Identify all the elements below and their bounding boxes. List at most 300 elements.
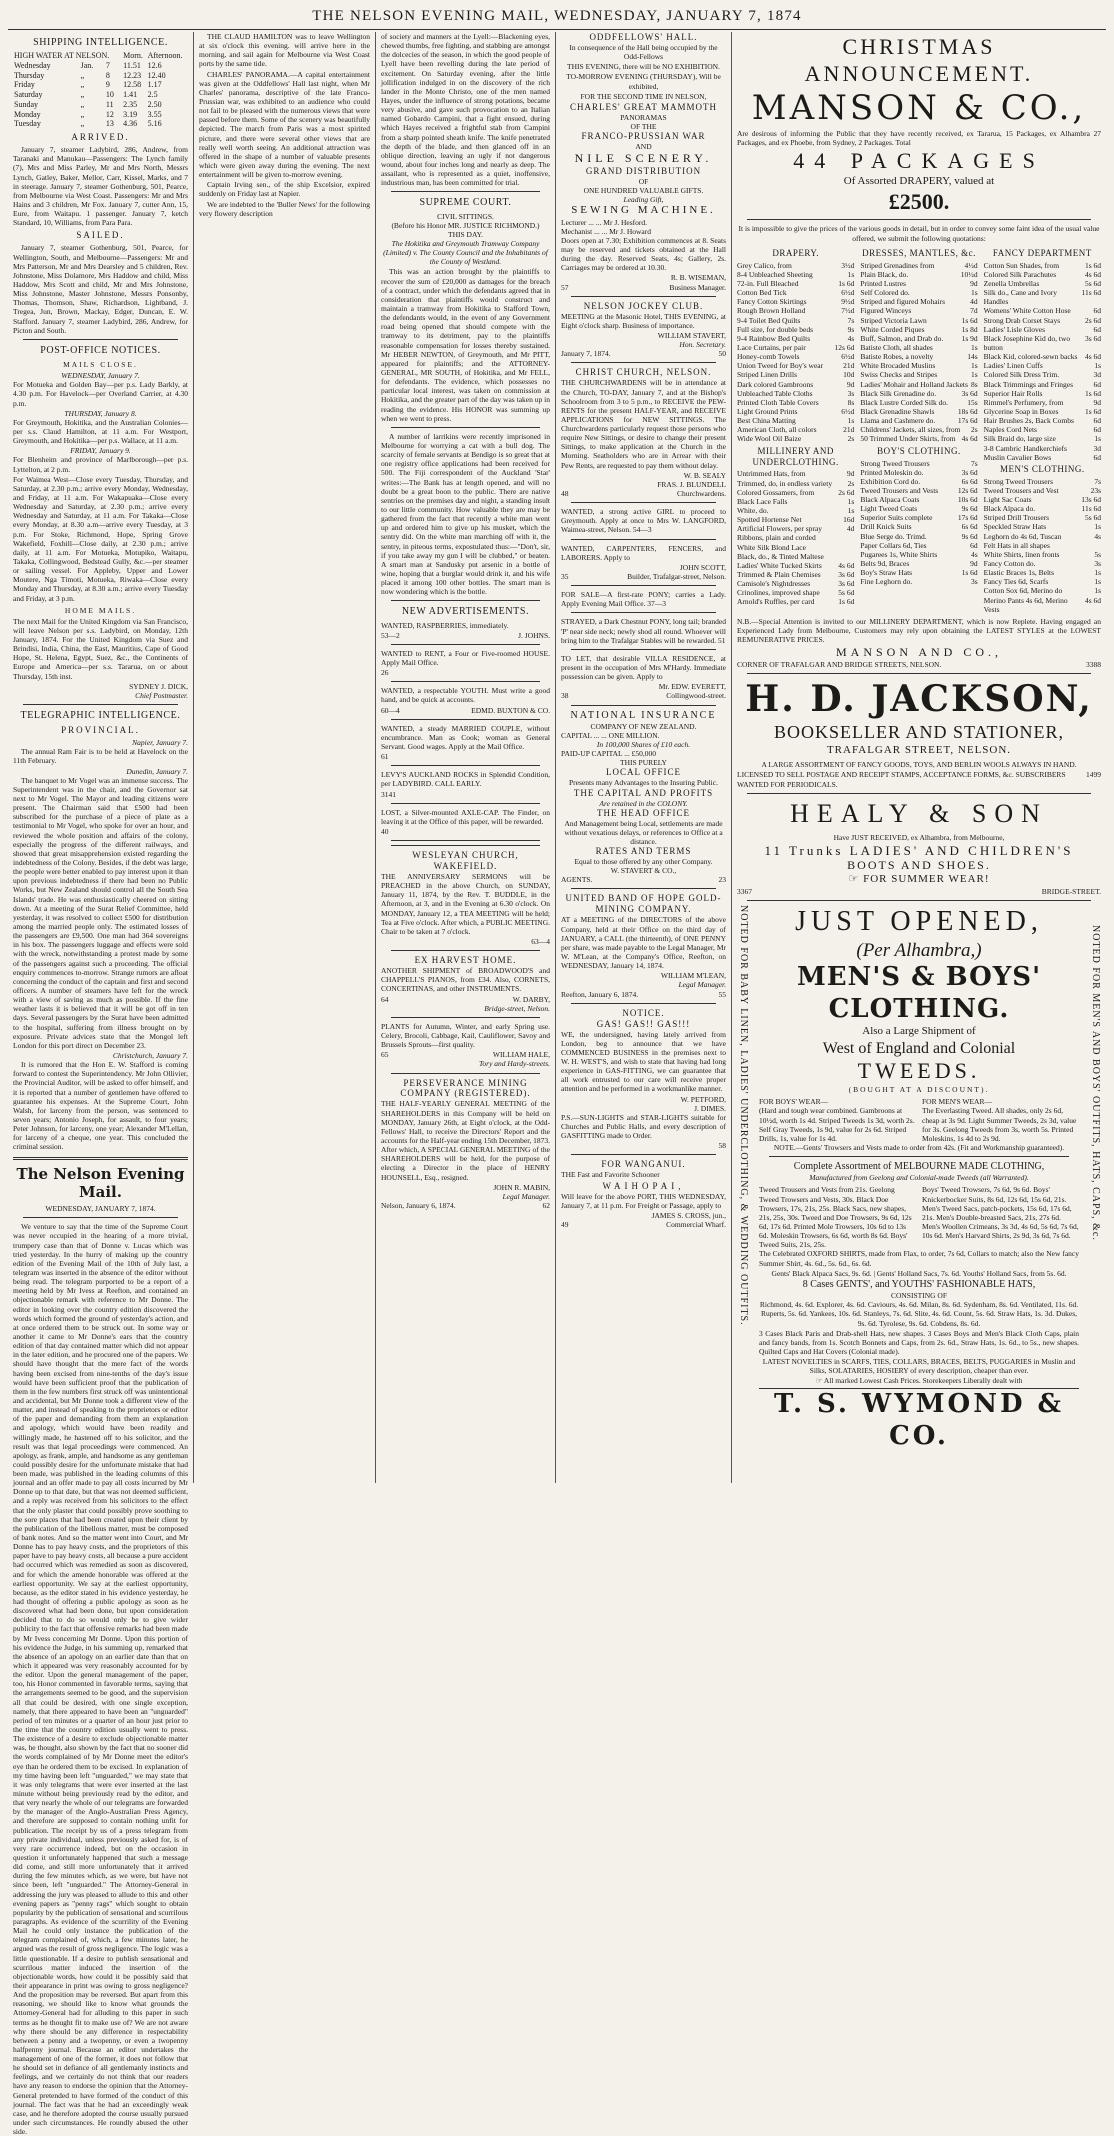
girl-ad: WANTED, a strong active GIRL to proceed to Greymouth. Apply at once to Mrs W. LANGFORD, Waimea-street, Nelson. 54—3 bbox=[561, 507, 726, 535]
price-item: Colored Gossamers, from bbox=[737, 487, 815, 497]
price-row bbox=[984, 398, 1101, 407]
court-text: This was an action brought by the plaintiffs to recover the sum of £20,000 as damages for the breach of a contract, under which the defendants agreed that in consideration that plaintiffs would construct and maintain a tramway from Hokitika to Stafford Town, the defendants would, in the event of any Government road being opened that should compete with the tramway to its detriment, pay to the plaintiffs reasonable compensation for losses thereby sustained. Mr HEBER NEWTON, of Greymouth, and Mr PITT, appeared for plaintiffs; and the ATTORNEY-GENERAL, MR SOUTH, of Hokitika, and Mr FELL, for defendants. The evidence, which possesses no particular local interest, was taken on commission at Hokitika, and the greater part of the day was taken up in reading the evidence. His HONOR was summing up when we went to press. bbox=[381, 267, 550, 423]
national-purely: THIS PURELY bbox=[620, 758, 667, 768]
price-item: Glycerine Soap in Boxes bbox=[983, 406, 1059, 416]
price-item: Printed Moleskin do. bbox=[860, 467, 924, 477]
classified-ad-footer bbox=[381, 790, 550, 799]
tide-cell: 7 bbox=[105, 60, 110, 70]
jackson-num: 1499 bbox=[1086, 770, 1101, 780]
oddfellows-and: AND bbox=[635, 142, 652, 152]
divider bbox=[571, 1003, 716, 1004]
national-role-row bbox=[561, 875, 726, 884]
tide-header bbox=[13, 51, 188, 61]
alpaca-text: Gents' Black Alpaca Sacs, 9s. 6d. | Gents' Holland Sacs, 7s. 6d. Youths' Holland Sacs, from 5s. 6d. bbox=[771, 1268, 1067, 1278]
just-opened: JUST OPENED, bbox=[795, 905, 1043, 937]
perseverance-text: THE HALF-YEARLY GENERAL MEETING of the SHAREHOLDERS in this Company will be held on MONDAY, January 26th, at Eight o'clock, at the Odd-Fellows' Hall, to receive the Directors' Report and the accounts for the Half-year ending 15th December, 1873. After which, A SPECIAL GENERAL MEETING of the SHAREHOLDERS will be held, for the purpose of electing a Director in the place of HENRY HOUNSELL, Esq., resigned. bbox=[381, 1099, 551, 1182]
divider bbox=[571, 296, 716, 297]
price-row bbox=[737, 570, 854, 579]
classified-ad bbox=[381, 649, 550, 682]
price-item: Black, do., & Tinted Maltese bbox=[737, 551, 824, 561]
note-text: NOTE.—Gents' Trowsers and Vests made to order from 42s. (Fit and Workmanship guaranteed). bbox=[773, 1143, 1065, 1153]
divider bbox=[391, 765, 540, 766]
price-row bbox=[860, 398, 977, 407]
masthead-title: THE NELSON EVENING MAIL, WEDNESDAY, JANUARY 7, 1874 bbox=[312, 8, 802, 25]
price-row bbox=[860, 361, 977, 370]
tide-row bbox=[13, 90, 188, 100]
classified-ad-footer bbox=[381, 706, 550, 715]
price-value: 1s 8d bbox=[961, 324, 978, 334]
price-value: 1s bbox=[847, 416, 855, 426]
price-value: 4d bbox=[970, 297, 978, 307]
price-value: 11s 6d bbox=[1081, 288, 1101, 298]
price-item: Superior Hair Rolls bbox=[983, 388, 1043, 398]
price-value: 3s 6d bbox=[838, 579, 855, 589]
price-value: 9d bbox=[970, 279, 978, 288]
wanganui-sig: JAMES S. CROSS, jun., bbox=[651, 1210, 726, 1220]
wesleyan-text: THE ANNIVERSARY SERMONS will be PREACHED in the above Church, on SUNDAY, January 11, 1874, by the Rev. T. BUDDLE, in the Afternoon, at 3, and in the Evening at 6.30 o'clock. On MONDAY, January 12, a TEA MEETING will be held; Tea at Five o'clock. After which, a PUBLIC MEETING. Chair to be taken at 7 o'clock. bbox=[381, 872, 550, 936]
divider bbox=[391, 681, 540, 682]
price-value: 12s 6d bbox=[957, 485, 978, 495]
jackson-text-2: LICENSED TO SELL POSTAGE AND RECEIPT STAMPS, ACCEPTANCE FORMS, &c. SUBSCRIBERS WANTED FOR PERIODICALS. bbox=[737, 770, 1066, 789]
christ-num: 48 bbox=[561, 489, 569, 499]
classified-ad-footer bbox=[381, 752, 550, 761]
tide-header-morn: Morn. bbox=[123, 51, 143, 61]
price-row bbox=[737, 316, 854, 325]
price-item: Plain Black, do. bbox=[860, 269, 909, 279]
price-value: 7d bbox=[970, 306, 978, 316]
price-value: 6d bbox=[1093, 452, 1101, 462]
national-adv: Presents many Advantages to the Insuring Public. bbox=[569, 778, 718, 788]
notice-title: NOTICE. bbox=[622, 1007, 665, 1018]
national-cap2: THE CAPITAL AND PROFITS bbox=[573, 787, 714, 798]
pony-ad: FOR SALE—A first-rate PONY; carries a Lady. Apply Evening Mail Office. 37—3 bbox=[561, 590, 726, 609]
price-value: 3½d bbox=[841, 260, 855, 270]
price-item: Untrimmed Hats, from bbox=[737, 469, 806, 479]
price-value: 10½d bbox=[960, 269, 978, 279]
gas-title: GAS! GAS!! GAS!!! bbox=[596, 1018, 691, 1029]
gas-sig-1: W. PETFORD, bbox=[680, 1094, 726, 1104]
price-item: Leghorn do 4s 6d, Tuscan bbox=[983, 531, 1062, 541]
home-mails-text: The next Mail for the United Kingdom via San Francisco, will leave Nelson per s.s. Ladybird, on Monday, 12th January, 1874. For the United Kingdom via Suez and Brindisi, India, China, the East, Mauritius, Cape of Good Hope, St. Helena, Egypt, Suez, &c., the Continents of Europe and America—per s.s. Tararua, on or about Thursday, 15th inst. bbox=[13, 616, 188, 681]
price-item: Union Tweed for Boy's wear bbox=[737, 361, 824, 371]
price-row bbox=[737, 469, 854, 478]
price-item: Tweed Trousers and Vests bbox=[860, 485, 939, 495]
clothing-columns bbox=[759, 1185, 1079, 1249]
carpenters-sig: JOHN SCOTT, bbox=[679, 562, 726, 572]
healy-summer: FOR SUMMER WEAR! bbox=[863, 873, 990, 886]
oddfellows-grand: GRAND DISTRIBUTION bbox=[585, 165, 702, 176]
price-item: Buff, Salmon, and Drab do. bbox=[860, 333, 944, 343]
price-item: Strong Tweed Trousers bbox=[983, 476, 1053, 486]
price-value: 8s bbox=[970, 379, 978, 389]
price-item: Figured Winceys bbox=[860, 306, 912, 316]
carpenters-addr-row bbox=[561, 572, 726, 581]
price-row bbox=[737, 389, 854, 398]
tide-row bbox=[13, 100, 188, 110]
price-item: Crinolines, improved shape bbox=[737, 588, 820, 598]
price-value: 6½d bbox=[841, 352, 855, 362]
divider bbox=[391, 845, 540, 846]
column-4 bbox=[556, 32, 732, 1483]
price-item: Striped and figured Mohairs bbox=[860, 297, 946, 307]
price-value: 11s 6d bbox=[1081, 504, 1101, 514]
wesleyan-num: 63—4 bbox=[531, 936, 550, 946]
healy-street: BRIDGE-STREET. bbox=[1041, 886, 1101, 896]
price-value: 3s 6d bbox=[961, 388, 978, 398]
price-row bbox=[984, 522, 1101, 531]
boys-clothing-title: BOY'S CLOTHING. bbox=[877, 445, 961, 456]
price-item: Belts 9d, Braces bbox=[860, 559, 910, 569]
millinery-list bbox=[737, 469, 854, 606]
tide-cell: 12.58 bbox=[123, 80, 142, 90]
classified-ad-footer bbox=[381, 827, 550, 836]
masthead bbox=[8, 4, 1106, 30]
divider bbox=[391, 1073, 540, 1074]
price-item: Tweed Trousers and Vest bbox=[983, 485, 1059, 495]
price-item: Light Sac Coats bbox=[983, 495, 1032, 505]
price-item: Blue Serge do. Trimd. bbox=[860, 531, 927, 541]
jackson-text2-row bbox=[737, 770, 1101, 788]
villa-addr-row bbox=[561, 691, 726, 700]
wanganui-title: FOR WANGANUI. bbox=[601, 1159, 686, 1170]
divider bbox=[391, 1017, 540, 1018]
price-item: Childrens' Jackets, all sizes, from bbox=[860, 425, 961, 435]
price-item: Exhibition Cord do. bbox=[860, 476, 921, 486]
price-item: Black Alpaca do. bbox=[983, 504, 1036, 514]
perseverance-sig: JOHN R. MABIN, bbox=[493, 1182, 550, 1192]
price-item: Silk Braid do, large size bbox=[983, 434, 1056, 444]
price-item: Best China Matting bbox=[737, 416, 796, 426]
price-row bbox=[860, 468, 977, 477]
band-of-hope-date: Reefton, January 6, 1874. bbox=[561, 989, 639, 999]
price-item: Camisole's Nightdresses bbox=[737, 579, 811, 589]
tide-cell: 2.50 bbox=[147, 99, 162, 109]
oddfellows-mech: Mechanist ... ... Mr J. Howard bbox=[561, 226, 651, 236]
price-item: Dark colored Gambroons bbox=[737, 379, 814, 389]
price-value: 7s bbox=[1094, 476, 1101, 486]
claud-hamilton-text: THE CLAUD HAMILTON was to leave Wellington at six o'clock this evening. will arrive here in the morning, and sail again for Melbourne via West Coast ports by the same tide. bbox=[199, 32, 370, 69]
price-row bbox=[984, 513, 1101, 522]
national-rates: RATES AND TERMS bbox=[595, 846, 692, 857]
price-item: Muslin Cavalier Bows bbox=[983, 452, 1052, 462]
price-value: 1s bbox=[970, 288, 978, 298]
tide-cell: 2.5 bbox=[147, 90, 158, 100]
price-value: 1s bbox=[847, 506, 855, 516]
price-row bbox=[860, 434, 977, 443]
price-item: Naples Cord Nets bbox=[983, 425, 1037, 435]
price-row bbox=[737, 416, 854, 425]
price-row bbox=[737, 588, 854, 597]
price-row bbox=[860, 389, 977, 398]
plants-text: PLANTS for Autumn, Winter, and early Spring use. Celery, Brocoli, Cabbage, Kail, Cauliflower, Savoy and Brussels Sprouts—first quality. bbox=[381, 1021, 550, 1050]
tide-cell: 12.23 bbox=[123, 70, 142, 80]
postmaster-name: SYDNEY J. DICK, bbox=[129, 681, 188, 691]
jockey-title: NELSON JOCKEY CLUB. bbox=[583, 300, 704, 311]
price-item: Ladies' White Tucked Skirts bbox=[737, 560, 822, 570]
price-row bbox=[860, 380, 977, 389]
price-value: 2s 6d bbox=[1084, 315, 1101, 325]
classified-ad-text: LOST, a Silver-mounted AXLE-CAP. The Finder, on leaving it at the Office of this paper, will be rewarded. bbox=[381, 807, 550, 826]
new-advertisements-title: NEW ADVERTISEMENTS. bbox=[401, 606, 530, 618]
column-3 bbox=[376, 32, 556, 1483]
price-item: Honey-comb Towels bbox=[737, 352, 800, 362]
court-case: The Hokitika and Greymouth Tramway Company (Limited) v. The County Council and the Inhabitants of the County of Westland. bbox=[383, 239, 548, 267]
price-item: Light Tweed Coats bbox=[860, 504, 918, 514]
home-mails-title: HOME MAILS. bbox=[64, 605, 137, 615]
oddfellows-num: 57 bbox=[561, 282, 569, 292]
price-row bbox=[984, 380, 1101, 389]
price-row bbox=[984, 550, 1101, 559]
price-item: Striped Grenadines from bbox=[860, 260, 935, 270]
price-item: Trimmed, do, in endless variety bbox=[737, 478, 833, 488]
price-row bbox=[984, 407, 1101, 416]
price-value: 5s 6d bbox=[1084, 513, 1101, 523]
classified-ad bbox=[381, 686, 550, 719]
side-text-left: NOTED FOR BABY LINEN, LADIES' UNDERCLOTHING, & WEDDING OUTFITS. bbox=[738, 904, 750, 1326]
price-value: 3s 6d bbox=[838, 570, 855, 580]
band-of-hope-text: AT a MEETING of the DIRECTORS of the above Company, held at their Office on the third day of JANUARY, a CALL (the thirteenth), of ONE PENNY per share, was made payable to the Legal Manager, Mr W. M'Lean, at the Company's Office, Reefton, on WEDNESDAY, January 14, 1874. bbox=[561, 915, 726, 971]
price-row bbox=[860, 568, 977, 577]
price-row bbox=[860, 270, 977, 279]
arrived-text: January 7, steamer Ladybird, 286, Andrew, from Taranaki and Manukau—Passengers: The Lynch family (7), Mrs and Miss Parley, Mr and Mrs North, Messrs Lynch, Gatley, Baker, Mellor, Carr, Kissel, Marks, and 7 in steerage. January 7, steamer Gothenburg, 501, Pearce, from Melbourne via West Coast. Passengers: Mr and Mrs Hains and 3 children, Mr Fox. January 7, cutter Ann, 15, Eure, from Waitapu. 1 passenger. January 7, ketch Standard, 10, Williams, from Para Para. bbox=[13, 145, 188, 228]
tel-place-2: Dunedin, January 7. bbox=[126, 766, 188, 776]
tel-text-3: It is rumored that the Hon E. W. Stafford is coming forward to contest the Superintendency. Mr John Ollivier, the Provincial Auditor, will be asked to offer himself, and it is reported that a number of gentlemen have offered to guarantee his expenses. At the Supreme Court, John Walsh, for larceny from the person, was sentenced to seven years; Antonio Joseph, for assault, to four years; Peter Johnson, for larceny, one year; Alexander M'Lellan, for larceny of a cheque, one year. This concluded the criminal session. bbox=[13, 1060, 188, 1152]
divider bbox=[391, 427, 540, 428]
price-row bbox=[860, 407, 977, 416]
tide-header-label: HIGH WATER AT NELSON. bbox=[14, 51, 110, 61]
price-item: Silk do., Cane and Ivory Handles bbox=[983, 288, 1057, 307]
oddfellows-war: FRANCO-PRUSSIAN WAR bbox=[581, 131, 706, 142]
price-value: 1s bbox=[1094, 522, 1101, 532]
tel-place-1: Napier, January 7. bbox=[132, 738, 188, 748]
drapery-title: DRAPERY. bbox=[772, 247, 819, 258]
price-item: Black Trimmings and Fringes bbox=[983, 379, 1074, 389]
price-value: 17s 6d bbox=[957, 416, 978, 426]
price-value: 3s bbox=[970, 577, 978, 587]
price-row bbox=[860, 334, 977, 343]
price-item: Spotted Hortense Net bbox=[737, 515, 802, 525]
gas-sig-2: J. DIMES. bbox=[694, 1103, 726, 1113]
price-row bbox=[984, 352, 1101, 361]
price-item: Light Ground Prints bbox=[737, 406, 798, 416]
tide-header-aft: Afternoon. bbox=[147, 51, 183, 61]
band-of-hope-sig: WILLIAM M'LEAN, bbox=[660, 971, 726, 981]
price-item: Llama and Cashmere do. bbox=[860, 416, 936, 426]
jockey-text: MEETING at the Masonic Hotel, THIS EVENING, at Eight o'clock sharp. Business of importance. bbox=[561, 311, 726, 330]
wear-columns bbox=[759, 1097, 1079, 1143]
price-item: White Corded Piques bbox=[860, 324, 925, 334]
gas-ps: P.S.—SUN-LIGHTS and STAR-LIGHTS suitable for Churches and Public Halls, and every description of GASFITTING made to Order. bbox=[561, 1112, 726, 1141]
price-value: 1s bbox=[1094, 577, 1101, 587]
price-item: Full size, for double beds bbox=[737, 324, 814, 334]
price-item: Felt Hats in all shapes bbox=[983, 540, 1050, 550]
oddfellows-role-row bbox=[561, 283, 726, 292]
column-1 bbox=[8, 32, 194, 2136]
leader-text-start: We venture to say that the time of the Supreme Court was never occupied in the hearing of a more trivial, trumpery case than that of Donne v. Lucas which was tried yesterday. In the hurry of making up the country edition of the Evening Mail of the 10th of July last, a telegram was inserted in the absence of the editor without being read. The telegram purported to be a report of a meeting held by Mr Ivess at Reefton, and contained an objectionable remark with reference to Mr Donne. The editor in looking over the country edition discovered the words which formed the ground of yesterday's action, and at once ordered them to be struck out. In some way or another it came to Mr Donne's ears that the country edition of that day contained matter which did not appear in the later edition, and he procured one of the papers. We should have thought that the mere fact of the words having been excised from nine-tenths of the day's issue would have been sufficient proof that the publication of them in the few numbers first struck off was unintentional and accidental, but Mr Donne took a different view of the matter, and instead of speaking to the proprietors or editor of the paper and demanding from them an explanation and apology, which would have been readily and willingly made, he hastened off to his solicitor, and the result was that legal proceedings were commenced. An apology, as frank, ample, and handsome as any gentleman could possibly desire for the unfortunate mistake that had been made, was published in the leading columns of this journal and an offer made to pay all costs incurred by Mr Donne up to that date, but that was not deemed sufficient, and a reply was received from his solicitors to the effect that the only plaster that could possibly prove soothing to the sore places that had been created upon their client by the publication of the libellous matter, must be composed of bank notes. And so the matter went into Court, and Mr Donne has to pay heavy costs, and the proprietors of this paper have to pay heavy costs, all because a pure accident had occurred which was remedied as soon as discovered, and for which the amende honorable was offered at the earliest opportunity. We say at the earliest opportunity, because, as the editor stated in his evidence yesterday, he had thought of offering a public apology as soon as he discovered what had been done, but upon consideration decided that to do so would only be to give wider publicity to the fact that offensive remarks had been made by Mr Ivess concerning Mr Donne. Upon this portion of his evidence the Judge, in his summing up, remarked that the absence of an apology on an earlier date than that on which it appeared was very reasonably accounted for by the editor. Upon the general management of the paper, too, his Honor commented in favorable terms, saying that the arrangements seemed to be good, and the supervision all that could be desired, with one single exception, namely, that there appeared to have been an "unguarded" period of ten minutes or a quarter of an hour just prior to the time that the country edition usually went to press. The existence of a desire to exclude objectionable matter was, he thought, also shown by the fact that no sooner did the words complained of by Mr Donne meet the editor's eye than he ordered them to be excised. In explanation of my time having been left "unguarded," we may state that it was only telegrams that were ever inserted at the last minute without being previously read by the editor, and that very nearly the whole of our telegrams are forwarded by the manager of the Anglo-Australian Press Agency, and therefore are supposed to contain nothing unfit for publication. The receipt by us of a press telegram from any private individual, unless previously asked for, is of very rare occurrence indeed, but on the occasion in question it unfortunately happened that such a message did come, and still more unfortunately that it arrived during the few minutes which, as we were, but have not since been, left "unguarded." The Attorney-General in addressing the jury was pleased to allude to this and other evening papers as "penny rags" which sought to obtain popularity by the publication of sensational and scurrilous paragraphs. As evidence of the scurrility of the Evening Mail he could only instance the publication of the telegram complained of, which, a few minutes later, he argued was the result of gross negligence. The logic was a little questionable. If a desire to publish sensational and scurrilous matter induced the insertion of the objectionable words, how could it be possibly said that their appearance in print was owing to gross negligence? And the proposition may be reversed. But apart from this reasoning, we should like to know what grounds the Attorney-General had for alluding to this paper in such terms as he thought fit to make use of? We are not aware why there should be any difference in respectability between a penny and a twopenny, or even a twopenny halfpenny journal. Because an editor undertakes the management of one of the former, it does not follow that he should set in defiance of all gentlemanly instincts and feelings, and we certainly do not think that our readers have any reason to endorse the opinion that the Attorney-General pretended to have formed of the conduct of this journal. The fact was that he had an exceedingly weak case, and he therefore adopted the course usually pursued under such circumstances. He roundly abused the other side. bbox=[13, 1222, 188, 2136]
price-row bbox=[984, 325, 1101, 334]
price-row bbox=[984, 425, 1101, 434]
price-item: Black Josephine Kid do, two button bbox=[983, 333, 1071, 352]
wymond-ad bbox=[737, 905, 1101, 1453]
price-row bbox=[984, 477, 1101, 486]
oddfellows-no: THIS EVENING, there will be NO EXHIBITION. bbox=[567, 62, 720, 72]
price-col-2 bbox=[860, 246, 977, 614]
divider bbox=[571, 649, 716, 650]
price-value: 9d bbox=[846, 469, 855, 479]
band-of-hope-date-row bbox=[561, 990, 726, 999]
oddfellows-role: Business Manager. bbox=[669, 282, 726, 292]
divider bbox=[769, 1156, 1069, 1157]
price-row bbox=[984, 596, 1101, 614]
price-value: 1s 9d bbox=[961, 333, 978, 343]
price-row bbox=[984, 261, 1101, 270]
manson-address-row bbox=[737, 660, 1101, 669]
column-5 bbox=[732, 32, 1106, 1483]
price-row bbox=[860, 459, 977, 468]
price-item: Ladies' Linen Cuffs bbox=[983, 361, 1043, 371]
classified-ad-text: WANTED, a steady MARRIED COUPLE, without encumbrance. Man as Cook; woman as General Servant. Good wages. Apply at the Mail Office. bbox=[381, 723, 550, 751]
price-item: Batiste Robes, a novelty bbox=[860, 352, 934, 362]
band-of-hope-title: UNITED BAND OF HOPE GOLD-MINING COMPANY. bbox=[565, 893, 722, 915]
price-value: 7½d bbox=[841, 306, 855, 316]
price-item: White Silk Blond Lace bbox=[737, 542, 806, 552]
price-row bbox=[737, 261, 854, 270]
christ-role-row bbox=[561, 489, 726, 498]
oxford-text: The Celebrated OXFORD SHIRTS, made from Flax, to order, 7s 6d, Collars to match; also the New fancy Summer Shirt, 4s. 6d., 5s. 6d., 6s. 6d. bbox=[759, 1249, 1079, 1268]
price-row bbox=[737, 407, 854, 416]
price-row bbox=[984, 568, 1101, 577]
healy-num: 3367 bbox=[737, 886, 752, 896]
oddfellows-lecturer: Lecturer ... ... Mr J. Hesford. bbox=[561, 217, 648, 227]
christ-sig-1: W. B. SEALY bbox=[683, 470, 726, 480]
price-row bbox=[984, 361, 1101, 370]
price-item: Strong Tweed Trousers bbox=[860, 458, 930, 468]
price-row bbox=[737, 524, 854, 533]
fancy-list bbox=[984, 261, 1101, 462]
packages-heading: 44 PACKAGES bbox=[793, 148, 1045, 174]
manson-signature: MANSON AND CO., bbox=[835, 645, 1002, 660]
tide-cell: 4.36 bbox=[123, 119, 138, 129]
price-item: 9-4 Toilet Bed Quilts bbox=[737, 315, 801, 325]
price-value: 2s 6d bbox=[838, 487, 855, 497]
classified-ad-footer bbox=[381, 668, 550, 677]
price-item: Fancy Cotton do. bbox=[983, 559, 1036, 569]
tide-cell: 10 bbox=[105, 90, 114, 100]
christ-role: Churchwardens. bbox=[677, 489, 726, 499]
band-of-hope-role: Legal Manager. bbox=[678, 980, 726, 990]
post-items-3: For Blenheim and province of Marlborough—per p.s. Lyttelton, at 2 p.m. bbox=[13, 455, 188, 474]
price-value: 21d bbox=[843, 361, 855, 371]
carpenters-addr: Builder, Trafalgar-street, Nelson. bbox=[627, 572, 726, 582]
wanganui-text-2: Will leave for the above PORT, THIS WEDNESDAY, January 7, at 11 p.m. For Freight or Passage, apply to bbox=[561, 1191, 726, 1210]
price-row bbox=[737, 288, 854, 297]
price-item: Printed Lustres bbox=[860, 279, 906, 288]
tide-table bbox=[13, 51, 188, 129]
price-row bbox=[737, 434, 854, 443]
tide-cell: 3.19 bbox=[123, 109, 138, 119]
price-value: 1s bbox=[847, 269, 855, 279]
jockey-num: 50 bbox=[718, 349, 726, 359]
price-row bbox=[984, 504, 1101, 513]
classified-ad-sig: EDMD. BUXTON & CO. bbox=[471, 705, 550, 715]
nb-text: N.B.—Special Attention is invited to our MILLINERY DEPARTMENT, which is now Replete. Having engaged an Experienced Lady from Melbourne, Customers may rely upon obtaining the LATEST STYLES at the LOWEST REMUNERATIVE PRICES. bbox=[737, 616, 1101, 645]
classified-ad-num: 53—2 bbox=[381, 630, 400, 640]
price-item: White, do. bbox=[737, 506, 769, 516]
price-value: 6½d bbox=[841, 406, 855, 416]
tide-cell: „ bbox=[80, 80, 85, 90]
national-num: 23 bbox=[718, 875, 726, 885]
price-value: 4s 6d bbox=[1084, 595, 1101, 605]
price-value: 1s 6d bbox=[1084, 388, 1101, 398]
price-item: Pugarees 1s, White Shirts bbox=[860, 549, 938, 559]
price-item: 50 Trimmed Under Skirts, from bbox=[860, 434, 956, 444]
sailed-text: January 7, steamer Gothenburg, 501, Pearce, for Wellington, South, and Melbourne—Passengers: Mr and Mrs Patterson, Mr and Mrs Dearsley and 5 children, Rev. Johnstone, Miss Dolamore, Mrs Haddow and child, Miss Haddow, Mrs Scott and child, Mr and Mrs Johnstone, Miss Johnstone, Master Johnstone, Messrs Ponsonby, Thomas, Thomson, Shaw, Richardson, Lightband, J. Tregea, Jun, Brown, Mackay, Edger, Duncan, E. W. Stafford. January 7, steamer Ladybird, 286, Andrew, for Picton and South. bbox=[13, 243, 188, 335]
price-row bbox=[737, 361, 854, 370]
complete-assortment: Complete Assortment of MELBOURNE MADE CLOTHING, bbox=[793, 1161, 1045, 1173]
price-value: 9d bbox=[846, 379, 855, 389]
price-row bbox=[737, 370, 854, 379]
classified-ad bbox=[381, 808, 550, 841]
price-row bbox=[737, 561, 854, 570]
price-row bbox=[984, 306, 1101, 315]
price-row bbox=[860, 279, 977, 288]
price-value: 9½d bbox=[841, 297, 855, 307]
wymond-title: T. S. WYMOND & CO. bbox=[759, 1388, 1079, 1452]
price-row bbox=[860, 532, 977, 541]
harvest-sig-row bbox=[381, 995, 550, 1004]
tide-cell: 2.35 bbox=[123, 99, 138, 109]
oddfellows-leading: Leading Gift, bbox=[623, 195, 664, 205]
classified-ad-num: 40 bbox=[381, 826, 389, 836]
price-value: 16d bbox=[843, 515, 855, 525]
tide-cell: „ bbox=[80, 119, 85, 129]
price-item: Lace Curtains, per pair bbox=[737, 342, 806, 352]
national-title: NATIONAL INSURANCE bbox=[570, 709, 717, 721]
bought-discount: (BOUGHT AT A DISCOUNT). bbox=[848, 1085, 990, 1095]
irving-text: Captain Irving sen., of the ship Excelsior, expired suddenly on Friday last at Napier. bbox=[199, 180, 370, 199]
boys-wear bbox=[759, 1097, 916, 1143]
charles-panorama-text: CHARLES' PANORAMA.—A capital entertainment was given at the Oddfellows' Hall last night, when Mr Charles' panorama, descriptive of the late Franco-Prussian war, was exhibited to an audience who could not fail to be pleased with the numerous views that were passed before them. Some of the scenery was beautifully depicted. The march from Paris was a most spirited picture, and there were several other views that are really well worth seeing. An additional attraction was offered in the shape of a number of valuable presents which were given away during the evening. The next entertainment will be given to-morrow evening. bbox=[199, 69, 370, 180]
price-value: 9s bbox=[847, 324, 855, 334]
divider bbox=[571, 502, 716, 503]
price-row bbox=[984, 416, 1101, 425]
mails-title: MAILS CLOSE. bbox=[63, 359, 138, 369]
price-item: Self Colored do. bbox=[860, 288, 910, 298]
price-value: 1s 6d bbox=[1084, 260, 1101, 270]
national-role: AGENTS. bbox=[561, 875, 593, 885]
divider bbox=[747, 900, 1091, 901]
national-retained: Are retained in the COLONY. bbox=[599, 798, 688, 808]
price-row bbox=[737, 488, 854, 497]
price-row bbox=[737, 306, 854, 315]
tide-cell: 3.55 bbox=[147, 109, 162, 119]
plants-sig-row bbox=[381, 1050, 550, 1059]
postmaster-role: Chief Postmaster. bbox=[135, 690, 188, 700]
price-value: 13s 6d bbox=[1081, 495, 1101, 505]
price-row bbox=[860, 343, 977, 352]
tide-cell: „ bbox=[80, 90, 85, 100]
lyell-text: of society and manners at the Lyell:—Blackening eyes, chewed thumbs, free fighting, and stabbing are amongst the dolcecies of the season, in which the good people of Lyell have been revelling during the late period of excitement. On Saturday evening, after the little jollification indulged in on the discovery of the rich lander in the Monte Christo, one of the men named Hayes, under the influence of strong potations, became very abusive, and gave such provocation to an Italian named Gobardo Campini, that a fight ensued, during which Hayes received a frightful stab from Campini from a sharp pointed sheath knife. The knife penetrated the depth of the blade, and then glanced off in an oblique direction, leaving an ugly if not dangerous wound, about four inches long and nearly as deep. The assailant, who is represented as a quiet, inoffensive, industrious man, has been committed for trial. bbox=[381, 32, 550, 188]
newspaper-flag: The Nelson Evening Mail. bbox=[16, 1164, 185, 1201]
oddfellows-title: ODDFELLOWS' HALL. bbox=[589, 32, 698, 42]
national-shares: In 100,000 Shares of £10 each. bbox=[596, 740, 691, 750]
price-row bbox=[737, 533, 854, 542]
lowest-row bbox=[759, 1376, 1079, 1385]
tide-cell: 13 bbox=[105, 119, 114, 129]
price-value: 5s bbox=[1094, 549, 1101, 559]
fancy-title: FANCY DEPARTMENT bbox=[992, 247, 1092, 258]
price-row bbox=[984, 316, 1101, 325]
